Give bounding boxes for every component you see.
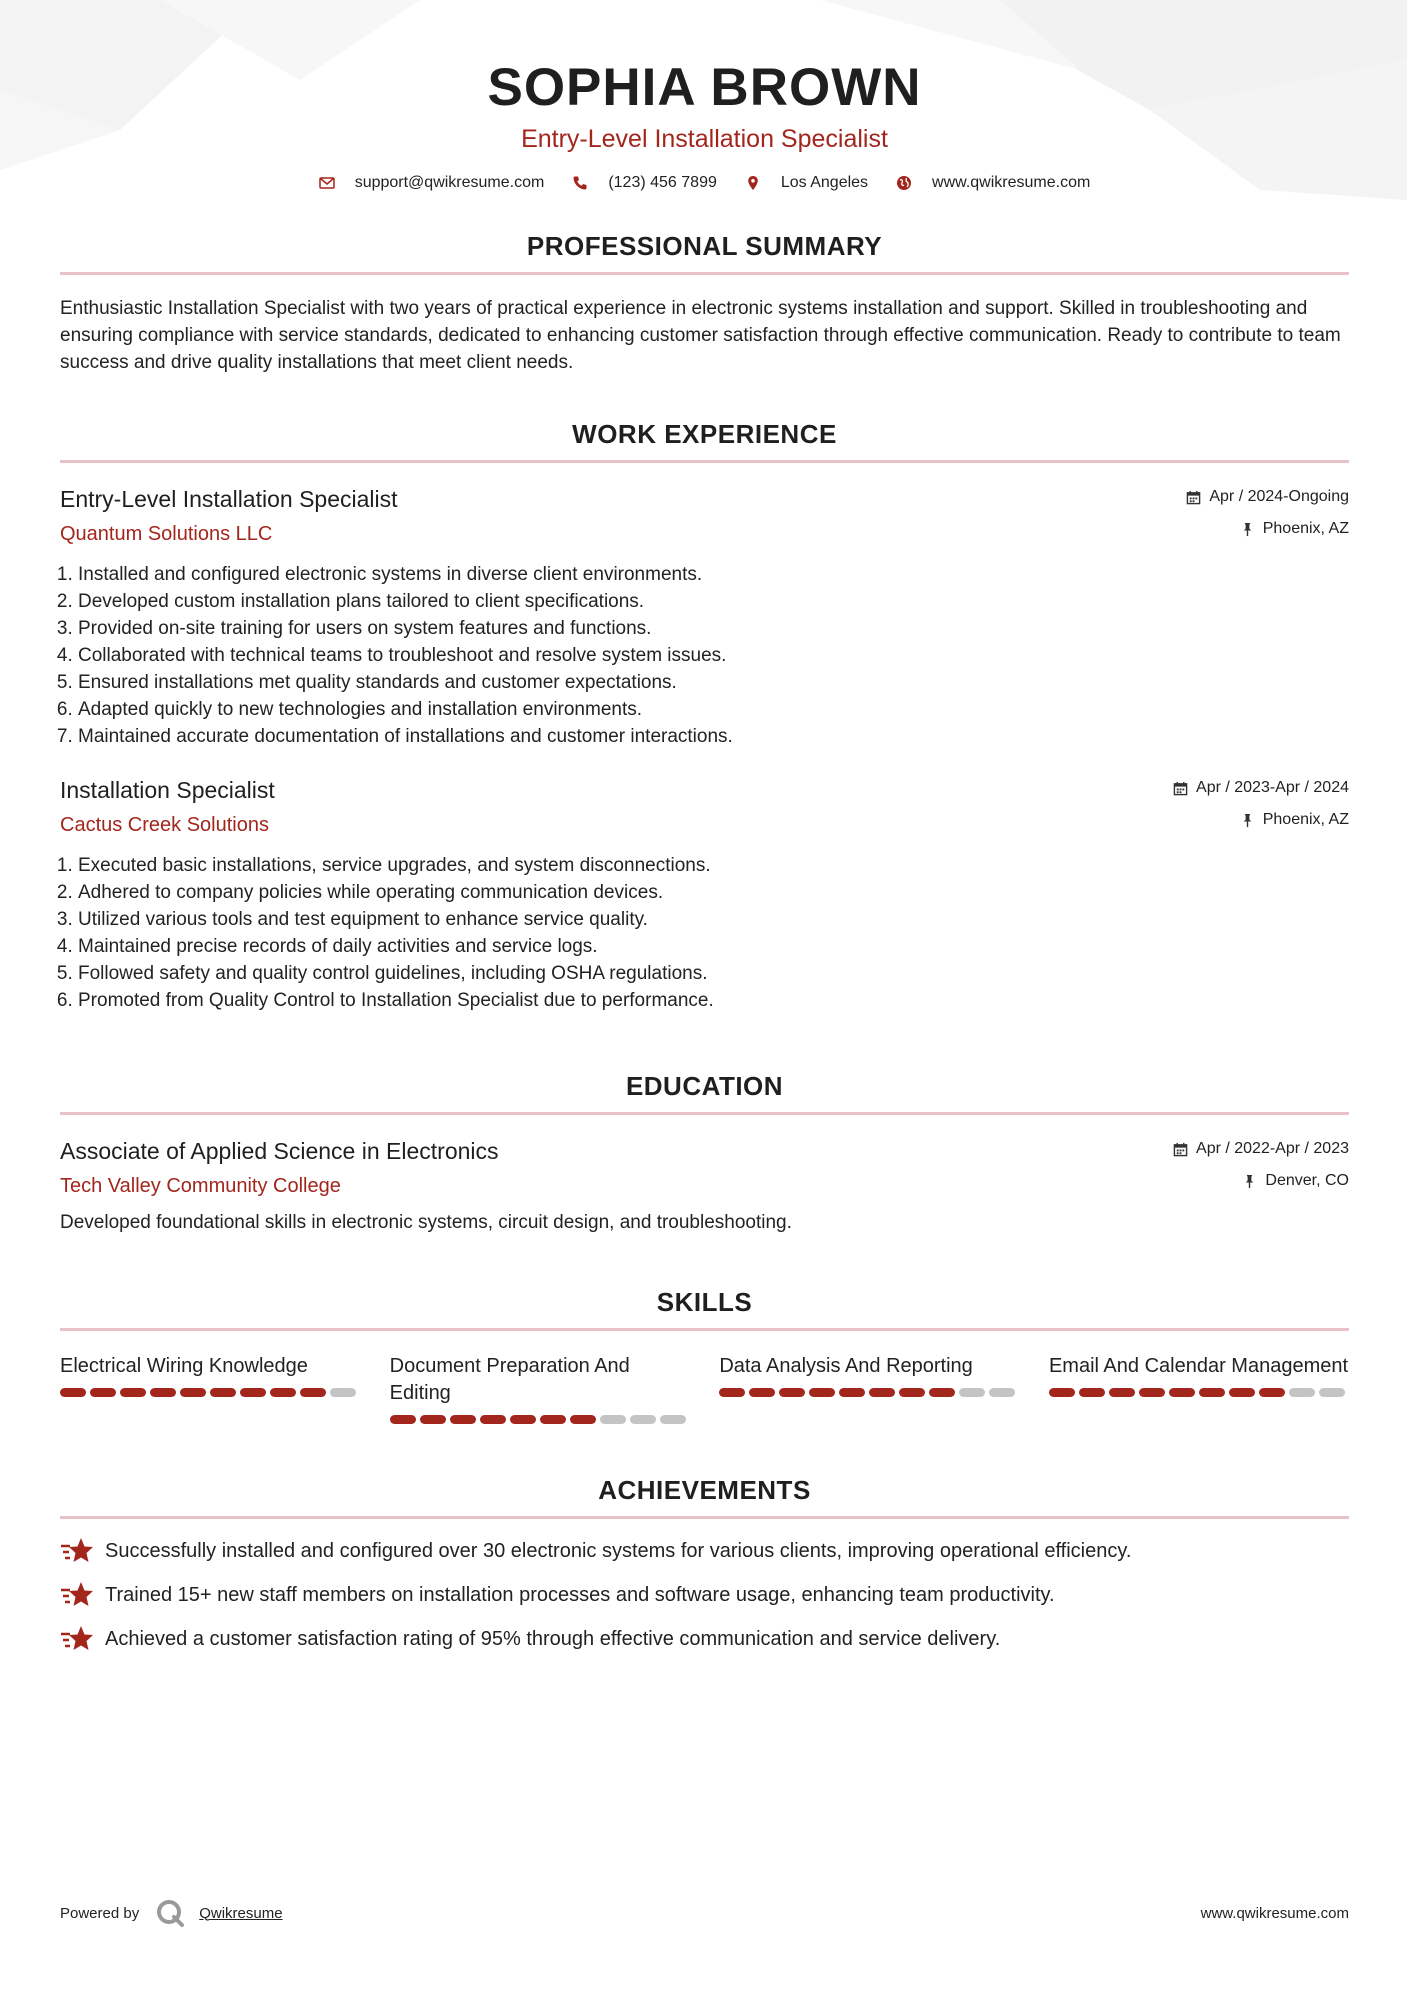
skill-item [719,1353,1019,1424]
summary-section [60,230,1349,376]
achievement-item [60,1535,1349,1567]
skill-level-segment [1259,1388,1285,1397]
list-item: 6. Adapted quickly to new technologies and installation environments. [78,696,1349,723]
phone-icon [572,175,588,191]
globe-icon [896,175,912,191]
skill-level-segment [779,1388,805,1397]
achievement-item [60,1579,1349,1611]
skill-level-segment [90,1388,116,1397]
skill-level-segment [749,1388,775,1397]
education-entry [60,1137,1349,1236]
skill-level-segment [899,1388,925,1397]
star-icon [60,1536,94,1566]
resume-header [60,0,1349,192]
education-dates-text: Apr / 2022-Apr / 2023 [1196,1140,1349,1157]
experience-section [60,418,1349,1014]
pushpin-icon [1242,1174,1257,1189]
contact-phone[interactable] [572,174,717,192]
list-item: 4. Maintained precise records of daily activities and service logs. [78,933,1349,960]
star-icon [60,1580,94,1610]
section-divider [60,1328,1349,1331]
job-entry-2 [60,776,1349,1014]
list-item: 4. Collaborated with technical teams to troubleshoot and resolve system issues. [78,642,1349,669]
job-title: Entry-Level Installation Specialist [60,486,398,512]
education-description: Developed foundational skills in electronic systems, circuit design, and troubleshooting. [60,1212,792,1233]
skill-level-segment [660,1415,686,1424]
skill-level-segment [1169,1388,1195,1397]
map-pin-icon [745,175,761,191]
skill-level-segment [480,1415,506,1424]
skill-level-segment [719,1388,745,1397]
pushpin-icon [1240,522,1255,537]
degree-title: Associate of Applied Science in Electronics [60,1138,499,1164]
section-divider [60,272,1349,275]
skill-level-segment [300,1388,326,1397]
contact-bar [60,174,1349,192]
skill-level-segment [240,1388,266,1397]
skill-level-segment [869,1388,895,1397]
skill-level-segment [210,1388,236,1397]
contact-email[interactable] [319,174,545,192]
skill-level-bar [390,1415,690,1424]
achievement-text: Successfully installed and configured over 30 electronic systems for various clients, improving operational efficiency. [105,1540,1132,1562]
contact-phone-text: (123) 456 7899 [608,174,717,191]
footer-website[interactable]: www.qwikresume.com [1200,1904,1349,1922]
job-title: Installation Specialist [60,777,275,803]
contact-location [745,174,868,192]
list-item: 6. Promoted from Quality Control to Installation Specialist due to performance. [78,987,1349,1014]
skill-level-segment [839,1388,865,1397]
experience-heading: WORK EXPERIENCE [572,419,837,449]
achievement-item [60,1623,1349,1655]
job-location [1186,517,1349,541]
skill-item [60,1353,360,1424]
list-item: 5. Followed safety and quality control guidelines, including OSHA regulations. [78,960,1349,987]
education-section [60,1070,1349,1236]
job-dates [1186,485,1349,509]
skill-name: Electrical Wiring Knowledge [60,1355,308,1377]
contact-location-text: Los Angeles [780,174,869,191]
contact-website[interactable] [896,174,1090,192]
job-company: Cactus Creek Solutions [60,814,269,836]
skill-level-segment [420,1415,446,1424]
skill-level-segment [60,1388,86,1397]
job-location-text: Phoenix, AZ [1262,520,1349,537]
skill-level-segment [929,1388,955,1397]
skill-name: Document Preparation And Editing [389,1355,630,1404]
skill-level-segment [1049,1388,1075,1397]
list-item: 2. Adhered to company policies while operating communication devices. [78,879,1349,906]
education-location [1173,1169,1349,1193]
list-item: 2. Developed custom installation plans tailored to client specifications. [78,588,1349,615]
list-item: 1. Installed and configured electronic systems in diverse client environments. [78,561,1349,588]
calendar-icon [1173,1142,1188,1157]
skill-level-segment [600,1415,626,1424]
star-icon [60,1624,94,1654]
powered-by-label: Powered by [60,1904,140,1922]
skill-level-segment [989,1388,1015,1397]
skill-item [390,1353,690,1424]
resume-page [60,0,1349,1655]
achievement-text: Trained 15+ new staff members on installation processes and software usage, enhancing team productivity. [105,1584,1055,1606]
skill-level-segment [330,1388,356,1397]
skill-level-segment [180,1388,206,1397]
job-dates-text: Apr / 2024-Ongoing [1209,488,1349,505]
brand-link[interactable]: Qwikresume [199,1904,283,1922]
skill-level-segment [809,1388,835,1397]
calendar-icon [1173,781,1188,796]
page-footer [60,1898,1349,1928]
education-heading: EDUCATION [625,1071,784,1101]
achievements-list [60,1535,1349,1655]
skills-section [60,1286,1349,1424]
skill-level-segment [510,1415,536,1424]
skill-level-segment [1289,1388,1315,1397]
list-item: 3. Provided on-site training for users on system features and functions. [78,615,1349,642]
candidate-name: SOPHIA BROWN [487,58,922,117]
job-location-text: Phoenix, AZ [1262,811,1349,828]
education-location-text: Denver, CO [1265,1172,1349,1189]
skill-level-segment [390,1415,416,1424]
skill-level-segment [270,1388,296,1397]
achievements-heading: ACHIEVEMENTS [598,1475,811,1505]
summary-text: Enthusiastic Installation Specialist with two years of practical experience in electronic systems installation and support. Skilled in troubleshooting and ensuring compliance with service standards, dedicated to enhancing customer satisfaction through effective communication. Ready to contribute to team success and drive quality installations that meet client needs. [60,298,1341,373]
powered-by [60,1898,283,1928]
section-divider [60,1112,1349,1115]
achievement-text: Achieved a customer satisfaction rating of 95% through effective communication and service delivery. [105,1628,1001,1650]
skill-level-segment [120,1388,146,1397]
skill-level-segment [1079,1388,1105,1397]
skill-level-segment [1109,1388,1135,1397]
skill-level-segment [450,1415,476,1424]
list-item: 7. Maintained accurate documentation of installations and customer interactions. [78,723,1349,750]
pushpin-icon [1240,813,1255,828]
job-bullets [60,561,1349,750]
job-location [1173,808,1349,832]
skill-level-bar [1049,1388,1349,1397]
skill-name: Data Analysis And Reporting [719,1355,973,1377]
skill-level-bar [719,1388,1019,1397]
skills-list [60,1353,1349,1424]
job-entry-1 [60,485,1349,750]
contact-email-text: support@qwikresume.com [354,174,545,191]
job-bullets [60,852,1349,1014]
qwikresume-logo-icon [155,1898,185,1928]
contact-website-text: www.qwikresume.com [932,174,1091,191]
envelope-icon [319,175,335,191]
candidate-title: Entry-Level Installation Specialist [521,125,888,153]
skill-level-segment [1139,1388,1165,1397]
skill-level-segment [1229,1388,1255,1397]
skill-item [1049,1353,1349,1424]
skill-level-bar [60,1388,360,1397]
skill-level-segment [570,1415,596,1424]
skill-level-segment [540,1415,566,1424]
section-divider [60,1516,1349,1519]
job-company: Quantum Solutions LLC [60,523,273,545]
skill-level-segment [150,1388,176,1397]
job-dates-text: Apr / 2023-Apr / 2024 [1196,779,1349,796]
section-divider [60,460,1349,463]
education-dates [1173,1137,1349,1161]
school-name: Tech Valley Community College [60,1175,341,1197]
skill-level-segment [630,1415,656,1424]
job-dates [1173,776,1349,800]
summary-heading: PROFESSIONAL SUMMARY [526,231,883,261]
skill-level-segment [1199,1388,1225,1397]
skills-heading: SKILLS [656,1287,753,1317]
calendar-icon [1186,490,1201,505]
skill-name: Email And Calendar Management [1048,1355,1349,1377]
list-item: 5. Ensured installations met quality standards and customer expectations. [78,669,1349,696]
list-item: 1. Executed basic installations, service upgrades, and system disconnections. [78,852,1349,879]
achievements-section [60,1474,1349,1655]
skill-level-segment [959,1388,985,1397]
list-item: 3. Utilized various tools and test equipment to enhance service quality. [78,906,1349,933]
skill-level-segment [1319,1388,1345,1397]
